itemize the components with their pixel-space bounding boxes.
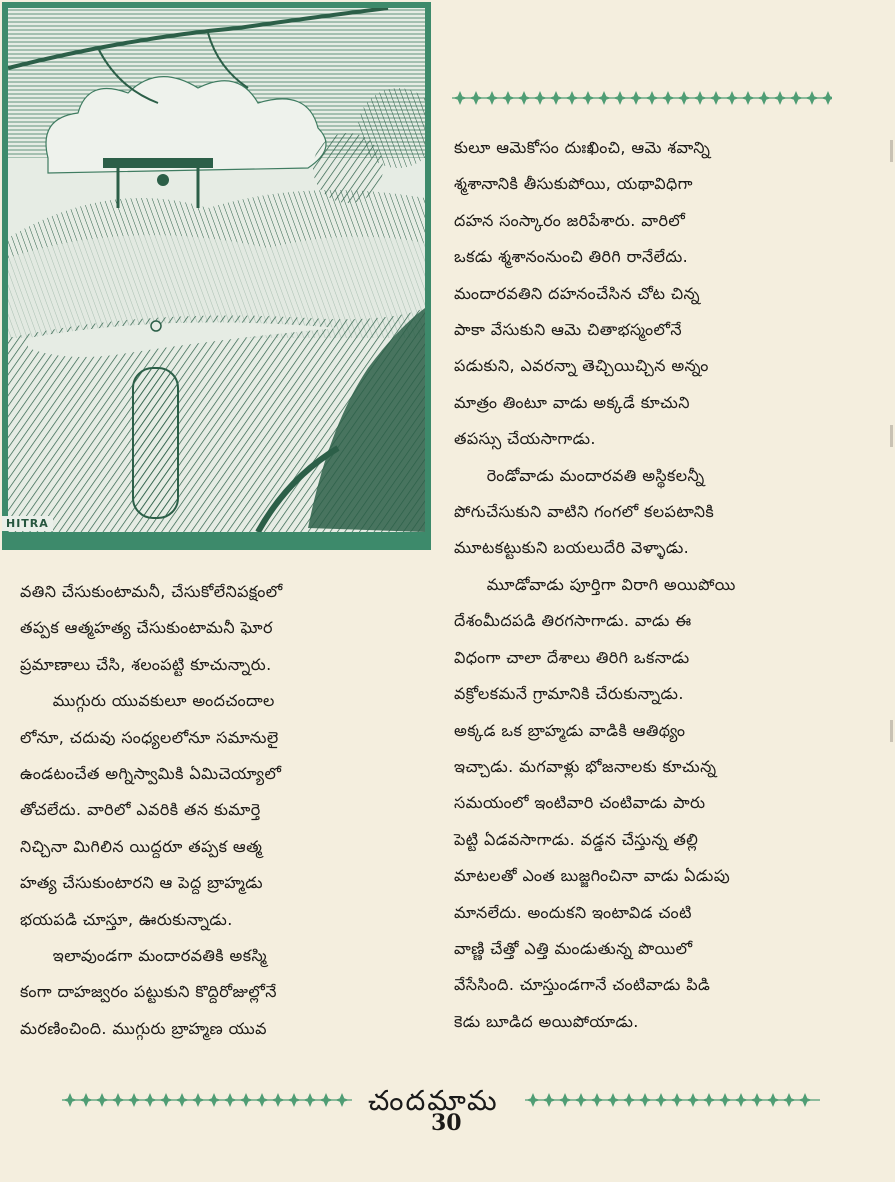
text-line: రెండోవాడు మందారవతి అస్థికలన్నీ	[454, 465, 705, 485]
ornament-star	[159, 1093, 173, 1107]
text-line: ఇచ్చాడు. మగవాళ్లు భోజనాలకు కూచున్న	[454, 756, 717, 776]
ornament-star	[613, 91, 627, 105]
text-line: వాణ్ణి చేత్తో ఎత్తి మండుతున్న పొయిలో	[454, 938, 693, 958]
ornament-star	[661, 91, 675, 105]
left-text-column	[20, 574, 440, 1047]
ornament-star	[725, 91, 739, 105]
text-line: దేశంమీదపడి తిరగసాగాడు. వాడు ఈ	[454, 611, 692, 631]
text-line: కంగా దాహజ్వరం పట్టుకుని కొద్దిరోజుల్లోనే	[20, 982, 277, 1002]
text-line: సమయంలో ఇంటివారి చంటివాడు పారు	[454, 793, 706, 813]
ornament-star	[750, 1093, 764, 1107]
ornament-star	[335, 1093, 349, 1107]
page-number: 30	[431, 1110, 462, 1136]
ornament-star	[590, 1093, 604, 1107]
ornament-star	[670, 1093, 684, 1107]
ornament-star	[693, 91, 707, 105]
ornament-star	[95, 1093, 109, 1107]
ornament-star	[533, 91, 547, 105]
ornament-star	[766, 1093, 780, 1107]
ornament-star	[798, 1093, 812, 1107]
ornament-star	[782, 1093, 796, 1107]
text-line: విధంగా చాలా దేశాలు తిరిగి ఒకనాడు	[454, 647, 690, 667]
ornament-star	[757, 91, 771, 105]
text-line: మూటకట్టుకుని బయలుదేరి వెళ్ళాడు.	[454, 538, 690, 558]
text-line: మూడోవాడు పూర్తిగా విరాగి అయిపోయి	[454, 574, 736, 594]
ornament-star	[223, 1093, 237, 1107]
text-line: కులూ ఆమెకోసం దుఃఖించి, ఆమె శవాన్ని	[454, 138, 711, 157]
ornament-star	[638, 1093, 652, 1107]
artist-signature: HITRA	[2, 516, 53, 531]
ornament-star	[271, 1093, 285, 1107]
ornament-star	[542, 1093, 556, 1107]
ornament-star	[686, 1093, 700, 1107]
text-line: ఉండటంచేత అగ్నిస్వామికి ఏమిచెయ్యాలో	[20, 764, 282, 784]
text-line: మాటలతో ఎంత బుజ్జగించినా వాడు ఏడుపు	[454, 866, 731, 886]
ornament-star	[239, 1093, 253, 1107]
text-line: వేసేసింది. చూస్తుండగానే చంటివాడు పిడి	[454, 975, 711, 995]
ornament-star	[558, 1093, 572, 1107]
ornament-star	[501, 91, 515, 105]
ornament-star	[645, 91, 659, 105]
ornament-star	[469, 91, 483, 105]
ornament-star	[485, 91, 499, 105]
ornament-star	[255, 1093, 269, 1107]
text-line: మరణించింది. ముగ్గురు బ్రాహ్మణ యువ	[20, 1018, 267, 1038]
ornament-star	[821, 91, 832, 105]
text-line: అక్కడ ఒక బ్రాహ్మడు వాడికి ఆతిథ్యం	[454, 720, 686, 740]
text-line: శ్మశానానికి తీసుకుపోయి, యథావిధిగా	[454, 174, 693, 194]
ornament-star	[709, 91, 723, 105]
text-line: వక్రోలకమనే గ్రామానికి చేరుకున్నాడు.	[454, 684, 684, 704]
ornament-star	[517, 91, 531, 105]
ornament-star	[63, 1093, 77, 1107]
ornament-star	[127, 1093, 141, 1107]
text-line: ఒకడు శ్మశానంనుంచి తిరిగి రానేలేదు.	[454, 247, 689, 267]
ornament-star	[319, 1093, 333, 1107]
page-edge-mark	[876, 720, 893, 742]
text-line: తోచలేదు. వారిలో ఎవరికి తన కుమార్తె	[20, 800, 261, 820]
story-illustration	[2, 2, 431, 550]
text-line: పడుకుని, ఎవరన్నా తెచ్చియిచ్చిన అన్నం	[454, 356, 709, 376]
ornament-star	[606, 1093, 620, 1107]
ornament-star	[677, 91, 691, 105]
ornament-star	[303, 1093, 317, 1107]
ornament-star	[191, 1093, 205, 1107]
text-line: వతిని చేసుకుంటామనీ, చేసుకోలేనిపక్షంలో	[20, 582, 283, 601]
ornament-star	[143, 1093, 157, 1107]
ornament-star	[654, 1093, 668, 1107]
footer-ornament-right	[525, 1091, 820, 1107]
top-ornament-border	[452, 90, 832, 106]
text-line: పెట్టి ఏడవసాగాడు. వడ్డన చేస్తున్న తల్లి	[454, 829, 699, 849]
text-line: పాకా వేసుకుని ఆమె చితాభస్మంలోనే	[454, 320, 683, 340]
text-line: మానలేదు. అందుకని ఇంటావిడ చంటి	[454, 902, 692, 922]
ornament-star	[702, 1093, 716, 1107]
text-line: హత్య చేసుకుంటారని ఆ పెద్ద బ్రాహ్మడు	[20, 873, 263, 893]
ornament-star	[622, 1093, 636, 1107]
ornament-star	[549, 91, 563, 105]
text-line: తప్పక ఆత్మహత్య చేసుకుంటామనీ ఘోర	[20, 618, 273, 638]
page-edge-mark	[876, 140, 893, 162]
text-line: ప్రమాణాలు చేసి, శలంపట్టి కూచున్నారు.	[20, 654, 272, 674]
right-text-column	[454, 130, 849, 1040]
text-line: నిచ్చినా మిగిలిన యిద్దరూ తప్పక ఆత్మ	[20, 836, 263, 856]
text-line: కెడు బూడిద అయిపోయాడు.	[454, 1011, 639, 1031]
ornament-star	[207, 1093, 221, 1107]
ornament-star	[574, 1093, 588, 1107]
ornament-star	[526, 1093, 540, 1107]
ornament-star	[581, 91, 595, 105]
page-edge-mark	[876, 425, 893, 447]
ornament-star	[805, 91, 819, 105]
ornament-star	[111, 1093, 125, 1107]
text-line: లోనూ, చదువు సంధ్యలలోనూ సమానులై	[20, 727, 279, 747]
ornament-star	[287, 1093, 301, 1107]
text-line: దహన సంస్కారం జరిపేశారు. వారిలో	[454, 210, 686, 230]
ornament-star	[175, 1093, 189, 1107]
text-line: పోగుచేసుకుని వాటిని గంగలో కలపటానికి	[454, 502, 715, 522]
text-line: ముగ్గురు యువకులూ అందచందాల	[20, 691, 275, 711]
ornament-star	[565, 91, 579, 105]
ornament-star	[789, 91, 803, 105]
ornament-star	[741, 91, 755, 105]
text-line: భయపడి చూస్తూ, ఊరుకున్నాడు.	[20, 909, 233, 929]
text-line: మాత్రం తింటూ వాడు అక్కడే కూచుని	[454, 392, 690, 412]
ornament-star	[79, 1093, 93, 1107]
ornament-star	[597, 91, 611, 105]
ornament-star	[773, 91, 787, 105]
footer-ornament-left	[62, 1091, 352, 1107]
ornament-star	[629, 91, 643, 105]
ornament-star	[453, 91, 467, 105]
text-line: ఇలావుండగా మందారవతికి అకస్మి	[20, 946, 267, 966]
landscape-drawing	[8, 8, 425, 532]
ornament-star	[718, 1093, 732, 1107]
ornament-star	[734, 1093, 748, 1107]
text-line: మందారవతిని దహనంచేసిన చోట చిన్న	[454, 283, 700, 303]
text-line: తపస్సు చేయసాగాడు.	[454, 429, 596, 449]
magazine-title: చందమామ	[368, 1084, 499, 1117]
